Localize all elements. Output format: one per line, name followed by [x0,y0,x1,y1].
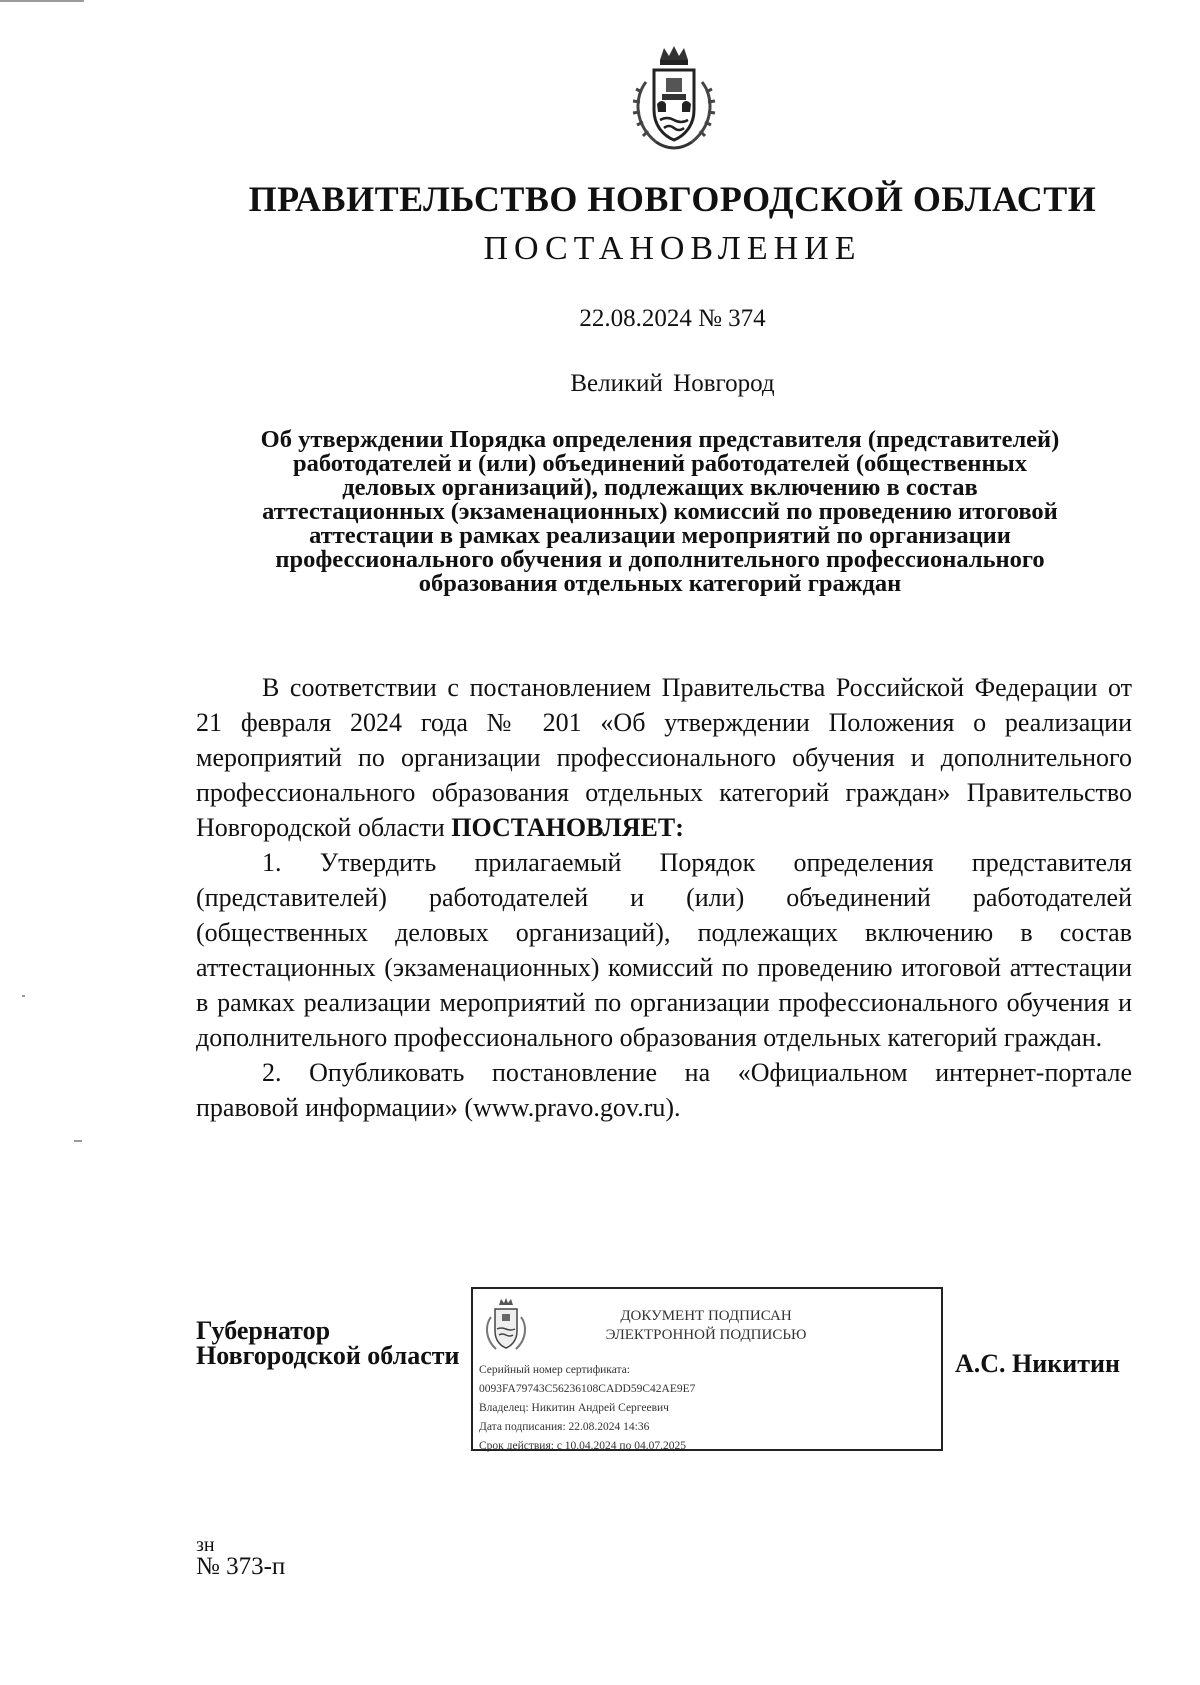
subject-line: Об утверждении Порядка определения представителя (представителей) [260,426,1060,453]
signer-name: А.С. Никитин [955,1349,1120,1378]
scan-speck [22,995,25,997]
novgorod-coat-of-arms-icon [481,1297,531,1355]
footer-number: № 373-п [196,1553,286,1580]
scan-edge-mark [0,0,84,2]
subject-line: деловых организаций), подлежащих включению в состав [342,474,978,501]
document-type: ПОСТАНОВЛЕНИЕ [483,230,862,267]
decree-word: ПОСТАНОВЛЯЕТ: [451,813,684,842]
subject-line: аттестации в рамках реализации мероприятий по организации [309,522,1011,549]
certificate-label: Серийный номер сертификата: [479,1364,630,1376]
subject-line: работодателей и (или) объединений работодателей (общественных [292,450,1028,477]
stamp-heading-line: ЭЛЕКТРОННОЙ ПОДПИСЬЮ [605,1327,807,1343]
stamp-heading [541,1307,871,1345]
government-title: ПРАВИТЕЛЬСТВО НОВГОРОДСКОЙ ОБЛАСТИ [248,179,1097,219]
item-1-paragraph: 1. Утвердить прилагаемый Порядок определения представителя (представителей) работодателей и (или) объединений работодателей (общественных деловых организаций), подлежащих включению в состав аттестационных (экзаменационных) комиссий по проведению итоговой аттестации в рамках реализации мероприятий по организации профессионального обучения и дополнительного профессионального образования отдельных категорий граждан. [196,848,1132,1052]
electronic-signature-stamp [471,1287,943,1451]
preamble-paragraph [196,670,1132,845]
footer-initials: зн [196,1534,215,1556]
item-2-paragraph: 2. Опубликовать постановление на «Официальном интернет-портале правовой информации» (www.pravo.gov.ru). [196,1058,1132,1122]
document-subject [190,428,1130,596]
document-body [196,670,1132,1125]
certificate-number: 0093FA79743C56236108CADD59C42AE9E7 [479,1383,696,1395]
novgorod-coat-of-arms-icon [626,42,722,154]
subject-line: аттестационных (экзаменационных) комиссий по проведению итоговой [262,498,1058,525]
signer-position-line: Новгородской области [196,1341,460,1370]
preamble-text: В соответствии с постановлением Правительства Российской Федерации от 21 февраля 2024 года № 201 «Об утверждении Положения о реализации мероприятий по организации профессионального обучения и дополнительного профессионального образования отдельных категорий граждан» Правительство Новгородской области [196,673,1132,842]
stamp-heading-line: ДОКУМЕНТ ПОДПИСАН [620,1308,792,1324]
certificate-owner: Владелец: Никитин Андрей Сергеевич [479,1402,669,1414]
scan-speck [74,1140,82,1142]
document-date-number: 22.08.2024 № 374 [579,305,766,332]
stamp-details [479,1361,695,1456]
footer-registration [196,1534,285,1578]
document-city: Великий Новгород [570,370,775,397]
subject-line: образования отдельных категорий граждан [418,570,902,597]
certificate-validity: Срок действия: с 10.04.2024 по 04.07.2025 [479,1440,686,1452]
signer-position [196,1318,460,1368]
signer-position-line: Губернатор [196,1316,331,1345]
signing-date: Дата подписания: 22.08.2024 14:36 [479,1421,650,1433]
subject-line: профессионального обучения и дополнительного профессионального [275,546,1045,573]
